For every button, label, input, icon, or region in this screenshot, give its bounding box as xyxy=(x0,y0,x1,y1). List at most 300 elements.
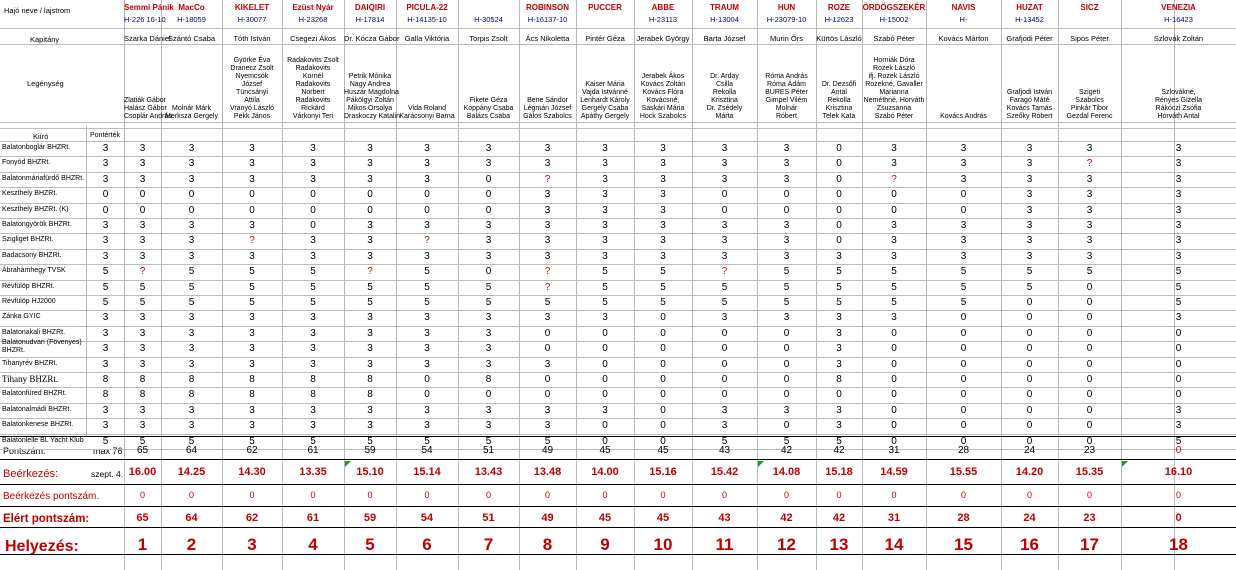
point-cell: 3 xyxy=(188,143,195,154)
point-cell: 3 xyxy=(836,359,842,370)
point-cell: ? xyxy=(544,174,551,185)
score-value: 24 xyxy=(1023,445,1036,456)
point-cell: 5 xyxy=(602,282,608,293)
boat-name: KIKELET xyxy=(234,3,270,12)
point-cell: 0 xyxy=(836,220,842,231)
score-value: 64 xyxy=(185,445,198,456)
point-cell: 0 xyxy=(660,374,666,385)
crew-member: Várkonyi Teri xyxy=(292,113,334,120)
point-cell: 3 xyxy=(485,158,492,169)
boat-name: PICULA-22 xyxy=(406,3,448,12)
point-cell: 3 xyxy=(188,420,195,431)
point-cell: 5 xyxy=(485,282,492,293)
point-cell: 0 xyxy=(960,389,967,400)
point-cell: 0 xyxy=(836,174,842,185)
point-cell: 3 xyxy=(310,158,316,169)
point-cell: 0 xyxy=(960,420,967,431)
point-cell: 5 xyxy=(836,436,842,447)
point-cell: 5 xyxy=(1026,266,1033,277)
point-cell: 0 xyxy=(1026,312,1033,323)
point-cell: 3 xyxy=(1175,405,1182,416)
point-cell: 3 xyxy=(485,251,492,262)
point-cell: 5 xyxy=(660,282,666,293)
point-cell: 0 xyxy=(783,189,790,200)
point-value: 5 xyxy=(102,297,109,308)
rank-label: Helyezés: xyxy=(5,538,79,555)
crew-member: Gálos Szabolcs xyxy=(523,113,572,120)
crew-member: Kornél xyxy=(302,73,324,80)
point-cell: 8 xyxy=(139,374,146,385)
point-cell: 5 xyxy=(139,436,146,447)
point-cell: 3 xyxy=(1086,251,1093,262)
point-cell: 0 xyxy=(1086,282,1093,293)
organizer-name: Balatonakali BHZRt. xyxy=(2,329,66,336)
grid-hline xyxy=(0,310,1236,311)
point-cell: 0 xyxy=(660,420,666,431)
captain-name: Pintér Géza xyxy=(585,34,625,43)
total-score: 42 xyxy=(780,512,793,524)
crew-list xyxy=(926,113,1001,121)
point-cell: 8 xyxy=(139,389,146,400)
point-cell: 0 xyxy=(485,174,492,185)
captain-name: Barta József xyxy=(703,34,746,43)
crew-list xyxy=(222,57,282,121)
point-cell: 5 xyxy=(836,266,842,277)
rank-value: 17 xyxy=(1080,535,1099,554)
point-cell: 5 xyxy=(721,436,728,447)
arrival-time: 14.59 xyxy=(880,466,908,478)
point-cell: 3 xyxy=(1175,235,1182,246)
organizer-name: Szigliget BHZRt. xyxy=(2,236,54,243)
crew-member: BURES Péter xyxy=(765,89,808,96)
point-cell: 5 xyxy=(891,282,897,293)
point-cell: 3 xyxy=(367,143,373,154)
arrival-points: 0 xyxy=(485,490,491,500)
point-cell: 3 xyxy=(1026,235,1033,246)
crew-member: Merksza Gergely xyxy=(165,113,218,120)
score-value: 0 xyxy=(1175,445,1182,456)
crew-list xyxy=(1001,89,1058,121)
point-cell: 3 xyxy=(602,143,608,154)
crew-member: Attila xyxy=(244,97,260,104)
point-cell: 3 xyxy=(544,143,551,154)
point-cell: 3 xyxy=(1086,235,1093,246)
arrival-points: 0 xyxy=(836,490,842,500)
grid-hline xyxy=(0,141,1236,142)
point-value: 5 xyxy=(102,282,109,293)
comment-marker-icon[interactable] xyxy=(758,461,764,467)
crew-member: Radakovits xyxy=(295,97,331,104)
point-value: 0 xyxy=(102,205,109,216)
point-cell: 3 xyxy=(544,251,551,262)
point-cell: 3 xyxy=(836,251,842,262)
score-label: Pontszám: xyxy=(3,446,46,456)
total-score: 49 xyxy=(541,512,554,524)
comment-marker-icon[interactable] xyxy=(345,461,351,467)
point-cell: 5 xyxy=(1175,266,1182,277)
crew-member: Draskoczy Katalin xyxy=(344,113,401,120)
crew-member: Neméthné, Horváth xyxy=(863,97,925,104)
point-value: 3 xyxy=(102,343,109,354)
point-cell: 3 xyxy=(660,189,666,200)
point-cell: 5 xyxy=(960,282,967,293)
crew-member: József xyxy=(241,81,263,88)
point-cell: 3 xyxy=(602,174,608,185)
point-cell: 3 xyxy=(367,251,373,262)
point-cell: 0 xyxy=(602,420,608,431)
organizer-name: Balatonudvari (Fövenyes) BHZRt. xyxy=(2,339,82,354)
point-cell: 0 xyxy=(1026,389,1033,400)
crew-member: Petrik Mónika xyxy=(348,73,392,80)
point-value: 3 xyxy=(102,174,109,185)
rank-value: 2 xyxy=(186,535,197,554)
point-cell: 3 xyxy=(310,251,316,262)
captain-name: Kürtös László xyxy=(816,34,862,43)
crew-member: Koppány Csaba xyxy=(463,105,514,112)
crew-member: Zlatiák Gábor xyxy=(124,97,167,104)
point-cell: 5 xyxy=(544,436,551,447)
crew-member: Radakovits Zsolt xyxy=(287,57,339,64)
arrival-points: 0 xyxy=(367,490,373,500)
grid-hline xyxy=(0,403,1236,404)
point-cell: 3 xyxy=(139,235,146,246)
point-cell: 3 xyxy=(249,220,255,231)
point-value: 3 xyxy=(102,420,109,431)
point-cell: 0 xyxy=(424,389,430,400)
point-cell: 5 xyxy=(836,297,842,308)
crew-member: Karácsonyi Barna xyxy=(399,113,455,120)
grid-hline xyxy=(0,434,1236,435)
point-cell: 0 xyxy=(602,328,608,339)
point-cell: 0 xyxy=(836,235,842,246)
point-cell: 0 xyxy=(660,328,666,339)
total-score: 0 xyxy=(1175,512,1182,524)
point-cell: 3 xyxy=(139,328,146,339)
point-cell: 3 xyxy=(188,158,195,169)
point-cell: 3 xyxy=(310,420,316,431)
point-cell: 0 xyxy=(836,205,842,216)
point-cell: 3 xyxy=(424,158,430,169)
point-cell: 0 xyxy=(310,205,316,216)
point-cell: 3 xyxy=(1026,174,1033,185)
crew-member: Horváth Antal xyxy=(1157,113,1200,120)
crew-member: Tüncsányi xyxy=(236,89,268,96)
crew-member: Csoplár András xyxy=(124,113,172,120)
point-cell: 0 xyxy=(485,266,492,277)
point-cell: 0 xyxy=(310,220,316,231)
point-cell: 0 xyxy=(783,205,790,216)
grid-hline xyxy=(0,418,1236,419)
date-label: szept. 4. xyxy=(91,469,124,479)
score-value: 45 xyxy=(657,445,669,456)
point-cell: 3 xyxy=(960,174,967,185)
point-cell: 0 xyxy=(1086,312,1093,323)
point-cell: 3 xyxy=(424,343,430,354)
crew-member: Horniák Dóra xyxy=(873,57,915,64)
point-cell: 0 xyxy=(960,343,967,354)
point-cell: 5 xyxy=(188,297,195,308)
point-cell: 0 xyxy=(1086,343,1093,354)
point-cell: 0 xyxy=(960,405,967,416)
point-cell: 3 xyxy=(1175,174,1182,185)
point-cell: 3 xyxy=(1175,312,1182,323)
point-cell: 5 xyxy=(783,266,790,277)
boat-registration: H-23268 xyxy=(298,15,328,24)
crew-member: Pekk János xyxy=(233,113,271,120)
grid-hline xyxy=(0,341,1236,342)
crew-member: Jerabek Ákos xyxy=(641,73,685,80)
crew-list xyxy=(576,81,634,121)
crew-list xyxy=(1121,89,1236,121)
point-cell: 0 xyxy=(310,189,316,200)
crew-member: Gezdal Ferenc xyxy=(1066,113,1113,120)
captain-name: Torpis Zsolt xyxy=(469,34,508,43)
crew-member: Telek Kata xyxy=(822,113,856,120)
organizer-name: Keszthely BHZRt. xyxy=(2,190,58,197)
total-score: 28 xyxy=(957,512,970,524)
point-cell: 5 xyxy=(188,266,195,277)
point-cell: 0 xyxy=(960,436,967,447)
point-cell: 0 xyxy=(188,189,195,200)
total-score: 43 xyxy=(718,512,731,524)
score-value: 23 xyxy=(1083,445,1096,456)
point-cell: 3 xyxy=(485,359,492,370)
grid-hline xyxy=(0,187,1236,188)
score-value: 42 xyxy=(780,445,793,456)
point-cell: 0 xyxy=(1175,343,1182,354)
arrival-time: 14.30 xyxy=(238,466,266,478)
point-cell: 5 xyxy=(485,436,492,447)
point-cell: ? xyxy=(544,266,551,277)
point-cell: 0 xyxy=(891,189,897,200)
point-cell: 3 xyxy=(188,174,195,185)
crew-list xyxy=(458,97,519,121)
point-cell: 0 xyxy=(783,420,790,431)
point-cell: 8 xyxy=(249,374,255,385)
organizer-name: Fonyód BHZRt. xyxy=(2,159,51,166)
point-cell: 5 xyxy=(783,297,790,308)
crew-member: Rákóczi Zsófia xyxy=(1155,105,1202,112)
point-cell: 0 xyxy=(891,420,897,431)
point-cell: 0 xyxy=(660,343,666,354)
point-cell: 3 xyxy=(1086,143,1093,154)
rank-value: 18 xyxy=(1169,535,1188,554)
arrival-points: 0 xyxy=(1026,490,1032,500)
point-cell: 3 xyxy=(485,235,492,246)
crew-member: Nagy Andrea xyxy=(349,81,391,88)
organizer-name: Balatonboglár BHZRt. xyxy=(2,144,71,151)
crew-member: Kaiser Mária xyxy=(585,81,625,88)
point-cell: 3 xyxy=(1175,420,1182,431)
point-cell: 0 xyxy=(721,328,728,339)
point-cell: 3 xyxy=(367,328,373,339)
point-cell: 0 xyxy=(1086,328,1093,339)
point-cell: 0 xyxy=(424,189,430,200)
arrival-time: 15.16 xyxy=(649,466,677,478)
point-cell: 3 xyxy=(139,420,146,431)
point-cell: 3 xyxy=(1175,251,1182,262)
boat-registration: H-30524 xyxy=(474,15,503,24)
point-cell: 0 xyxy=(188,205,195,216)
point-cell: 0 xyxy=(485,205,492,216)
point-cell: 3 xyxy=(660,174,666,185)
point-cell: 3 xyxy=(544,189,551,200)
point-cell: 0 xyxy=(1175,359,1182,370)
point-value-header: Pontérték xyxy=(90,132,120,139)
point-cell: 3 xyxy=(891,312,897,323)
rank-value: 1 xyxy=(137,535,148,554)
arrival-points: 0 xyxy=(602,490,608,500)
point-cell: 0 xyxy=(602,374,608,385)
crew-member: Györke Éva xyxy=(233,57,271,64)
point-cell: 5 xyxy=(424,297,430,308)
point-cell: 3 xyxy=(783,143,790,154)
boat-registration: H-226 16-10 xyxy=(124,15,166,24)
point-cell: ? xyxy=(367,266,373,277)
point-cell: 5 xyxy=(1175,436,1182,447)
point-cell: 5 xyxy=(836,282,842,293)
point-cell: 3 xyxy=(310,359,316,370)
point-cell: 0 xyxy=(836,158,842,169)
arrival-time: 14.20 xyxy=(1015,466,1044,478)
point-cell: 5 xyxy=(891,297,897,308)
point-cell: 0 xyxy=(424,374,430,385)
point-cell: 3 xyxy=(544,420,551,431)
point-value: 3 xyxy=(102,251,109,262)
score-value: 42 xyxy=(833,445,845,456)
point-cell: 3 xyxy=(139,220,146,231)
point-cell: 5 xyxy=(424,282,430,293)
point-cell: 0 xyxy=(1026,436,1033,447)
point-cell: 3 xyxy=(960,158,967,169)
arrival-points: 0 xyxy=(188,490,194,500)
point-cell: 0 xyxy=(960,374,967,385)
boat-registration: H-13004 xyxy=(710,15,739,24)
point-cell: 0 xyxy=(960,359,967,370)
point-cell: 3 xyxy=(544,312,551,323)
point-cell: 3 xyxy=(249,143,255,154)
point-cell: 0 xyxy=(1026,328,1033,339)
boat-registration: H-30077 xyxy=(237,15,267,24)
point-cell: 0 xyxy=(721,343,728,354)
point-value: 8 xyxy=(102,389,109,400)
point-cell: 3 xyxy=(602,158,608,169)
point-cell: 3 xyxy=(139,405,146,416)
boat-registration: H-13452 xyxy=(1015,15,1044,24)
point-cell: 3 xyxy=(485,405,492,416)
point-cell: 0 xyxy=(139,189,146,200)
point-cell: ? xyxy=(424,235,430,246)
point-cell: 5 xyxy=(367,436,373,447)
point-value: 3 xyxy=(102,158,109,169)
crew-member: Dr. Arday xyxy=(710,73,739,80)
point-cell: 3 xyxy=(139,174,146,185)
point-cell: 5 xyxy=(544,297,551,308)
point-cell: 3 xyxy=(1086,220,1093,231)
point-cell: 0 xyxy=(836,143,842,154)
grid-hline xyxy=(0,326,1236,327)
total-score: 64 xyxy=(185,512,198,524)
crew-member: Dr. Dezsőfi xyxy=(821,81,857,88)
point-cell: 0 xyxy=(891,389,897,400)
point-cell: 5 xyxy=(249,297,255,308)
point-cell: 0 xyxy=(602,359,608,370)
point-cell: 3 xyxy=(367,158,373,169)
point-cell: 8 xyxy=(485,374,492,385)
point-cell: 0 xyxy=(721,389,728,400)
point-cell: 0 xyxy=(836,189,842,200)
rank-value: 13 xyxy=(829,535,849,554)
point-cell: 3 xyxy=(188,235,195,246)
point-cell: 3 xyxy=(485,420,492,431)
point-cell: 3 xyxy=(544,235,551,246)
score-value: 61 xyxy=(307,445,319,456)
point-cell: ? xyxy=(249,235,255,246)
point-cell: 0 xyxy=(485,189,492,200)
point-cell: 8 xyxy=(249,389,255,400)
point-cell: 3 xyxy=(721,312,728,323)
point-cell: 3 xyxy=(836,328,842,339)
captain-name: Murin Örs xyxy=(770,34,803,43)
point-cell: 3 xyxy=(424,359,430,370)
point-cell: 3 xyxy=(1026,158,1033,169)
point-cell: 3 xyxy=(660,143,666,154)
crew-member: Rekolla xyxy=(827,97,851,104)
total-score: 24 xyxy=(1023,512,1036,524)
point-cell: 3 xyxy=(544,158,551,169)
crew-list xyxy=(1058,89,1121,121)
point-cell: 0 xyxy=(485,389,492,400)
arrival-time: 13.35 xyxy=(299,466,327,478)
crew-member: Márta xyxy=(715,113,734,120)
point-cell: 3 xyxy=(836,405,842,416)
grid-hline xyxy=(0,128,1236,129)
point-cell: 5 xyxy=(783,282,790,293)
point-cell: 0 xyxy=(544,328,551,339)
comment-marker-icon[interactable] xyxy=(1122,461,1128,467)
grid-hline xyxy=(0,264,1236,265)
organizer-header: Kiíró xyxy=(33,132,49,141)
point-cell: 8 xyxy=(188,389,195,400)
crew-member: Pákölgyi Zoltán xyxy=(346,97,394,104)
point-value: 5 xyxy=(102,436,109,447)
point-cell: 0 xyxy=(544,374,551,385)
point-cell: 3 xyxy=(249,405,255,416)
boat-registration: H-16423 xyxy=(1164,15,1193,24)
point-cell: 3 xyxy=(1175,158,1182,169)
point-cell: 5 xyxy=(721,282,728,293)
rank-value: 11 xyxy=(715,535,734,554)
point-cell: 3 xyxy=(783,235,790,246)
boat-name: SICZ xyxy=(1080,3,1099,12)
point-cell: 3 xyxy=(602,405,608,416)
point-cell: 3 xyxy=(249,312,255,323)
crew-member: Hock Szabolcs xyxy=(639,113,687,120)
boat-registration: H-18059 xyxy=(177,15,206,24)
point-cell: 5 xyxy=(485,297,492,308)
point-cell: 3 xyxy=(485,143,492,154)
arrival-points: 0 xyxy=(891,490,897,500)
rank-value: 9 xyxy=(600,535,610,554)
point-value: 3 xyxy=(102,359,109,370)
point-cell: 5 xyxy=(139,282,146,293)
point-cell: 3 xyxy=(424,143,430,154)
point-cell: 0 xyxy=(660,405,666,416)
point-value: 3 xyxy=(102,220,109,231)
point-cell: 3 xyxy=(1175,143,1182,154)
organizer-name: Keszthely BHZRt. (K) xyxy=(2,206,69,213)
point-cell: 3 xyxy=(367,405,373,416)
